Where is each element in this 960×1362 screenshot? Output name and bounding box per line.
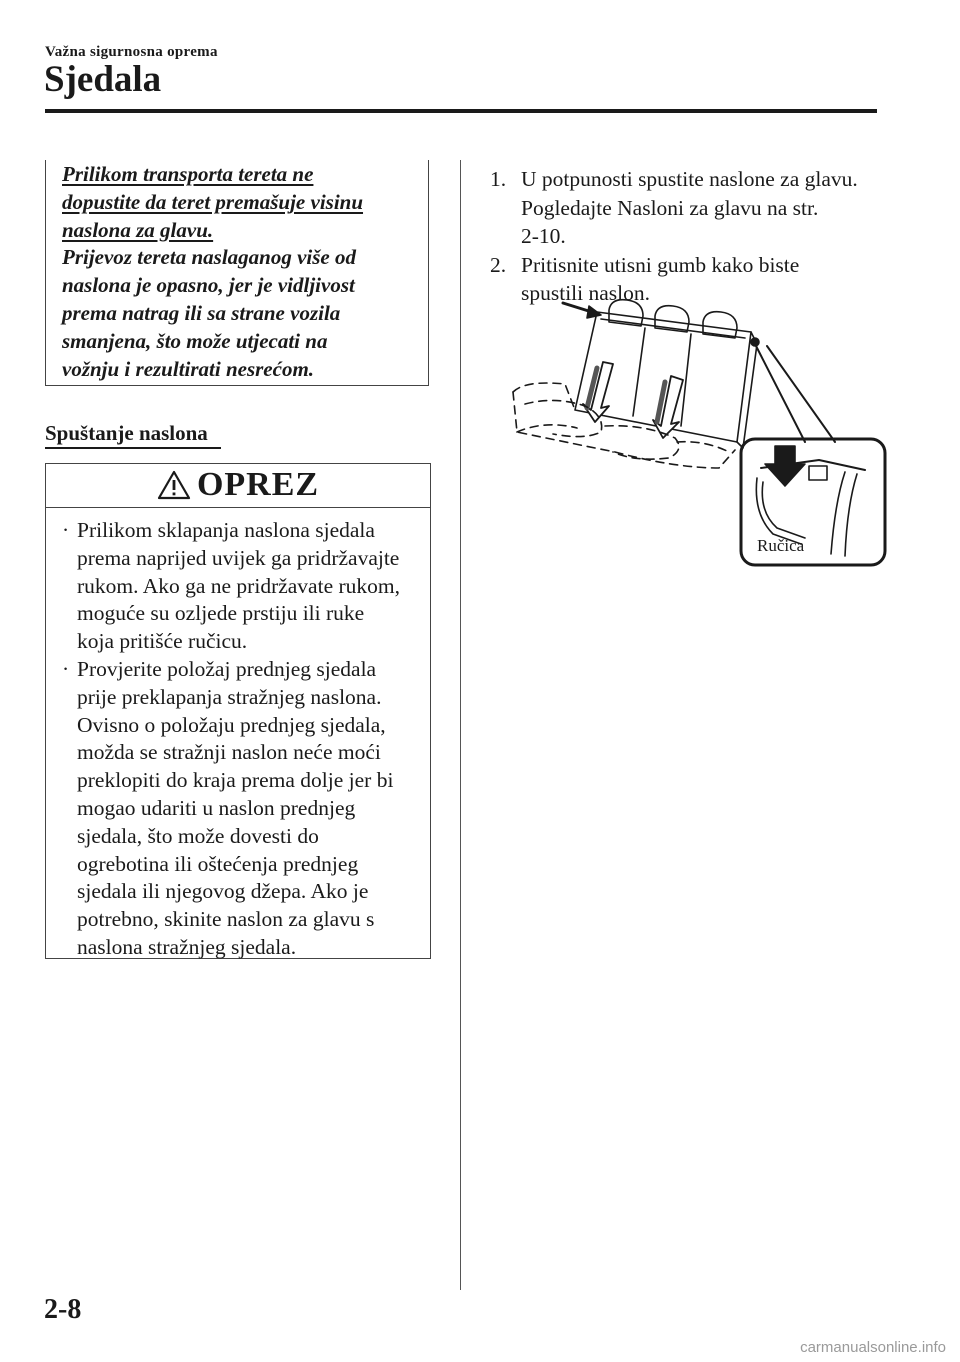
warning-line: prema natrag ili sa strane vozila bbox=[62, 300, 341, 325]
section-title: Sjedala bbox=[44, 59, 162, 100]
caution-line: Ovisno o položaju prednjeg sjedala, bbox=[77, 712, 386, 737]
caution-line: naslona stražnjeg sjedala. bbox=[77, 934, 297, 959]
caution-separator bbox=[45, 507, 431, 508]
caution-label: OPREZ bbox=[196, 466, 320, 503]
step-number: 1. bbox=[490, 167, 507, 191]
subheading-rule bbox=[45, 447, 221, 449]
step-line: U potpunosti spustite naslone za glavu. bbox=[521, 167, 858, 191]
section-kicker: Važna sigurnosna oprema bbox=[45, 44, 218, 60]
bullet-icon: · bbox=[62, 656, 70, 681]
rear-seat-release-illustration bbox=[505, 292, 890, 572]
step-line: spustili naslon. bbox=[521, 281, 651, 305]
column-divider bbox=[460, 160, 461, 1290]
warning-line: Prilikom transporta tereta ne bbox=[62, 162, 314, 186]
bullet-icon: · bbox=[62, 518, 70, 542]
caution-line: Provjerite položaj prednjeg sjedala bbox=[77, 656, 377, 681]
caution-line: prema naprijed uvijek ga pridržavajte bbox=[77, 545, 400, 570]
warning-text bbox=[62, 161, 412, 383]
page-number: 2-8 bbox=[44, 1294, 82, 1325]
caution-line: sjedala ili njegovog džepa. Ako je bbox=[77, 879, 369, 904]
warning-line: Prijevoz tereta naslaganog više od bbox=[62, 245, 356, 270]
warning-line: naslona je opasno, jer je vidljivost bbox=[62, 273, 355, 298]
warning-line: naslona za glavu. bbox=[62, 217, 214, 242]
step-number: 2. bbox=[490, 252, 507, 277]
caution-header bbox=[45, 463, 431, 507]
steps-list bbox=[490, 165, 890, 308]
header-rule bbox=[45, 109, 877, 113]
caution-line: rukom. Ako ga ne pridržavate rukom, bbox=[77, 573, 401, 598]
step-line: Pogledajte Nasloni za glavu na str. bbox=[521, 195, 819, 220]
caution-line: moguće su ozljede prstiju ili ruke bbox=[77, 601, 365, 626]
warning-line: smanjena, što može utjecati na bbox=[62, 328, 328, 353]
step-line: Pritisnite utisni gumb kako biste bbox=[521, 252, 800, 277]
subheading: Spuštanje naslona bbox=[45, 421, 208, 445]
caution-item bbox=[60, 656, 420, 962]
caution-line: preklopiti do kraja prema dolje jer bi bbox=[77, 768, 394, 793]
warning-line: vožnju i rezultirati nesrećom. bbox=[62, 356, 315, 381]
warning-triangle-icon bbox=[157, 470, 191, 500]
step-item bbox=[490, 165, 890, 251]
warning-line: dopustite da teret premašuje visinu bbox=[62, 189, 364, 214]
caution-line: potrebno, skinite naslon za glavu s bbox=[77, 907, 375, 932]
caution-line: ogrebotina ili oštećenja prednjeg bbox=[77, 851, 359, 876]
caution-line: prije preklapanja stražnjeg naslona. bbox=[77, 684, 382, 709]
caution-list bbox=[60, 517, 420, 962]
caution-line: Prilikom sklapanja naslona sjedala bbox=[77, 518, 375, 542]
caution-line: koja pritišće ručicu. bbox=[77, 629, 248, 654]
caution-line: mogao udariti u naslon prednjeg bbox=[77, 795, 356, 820]
caution-line: možda se stražnji naslon neće moći bbox=[77, 740, 381, 765]
watermark: carmanualsonline.info bbox=[800, 1339, 946, 1356]
caution-line: sjedala, što može dovesti do bbox=[77, 823, 319, 848]
step-line: 2-10. bbox=[521, 224, 566, 248]
caution-item bbox=[60, 517, 420, 656]
figure-callout-label: Ručica bbox=[757, 536, 805, 555]
